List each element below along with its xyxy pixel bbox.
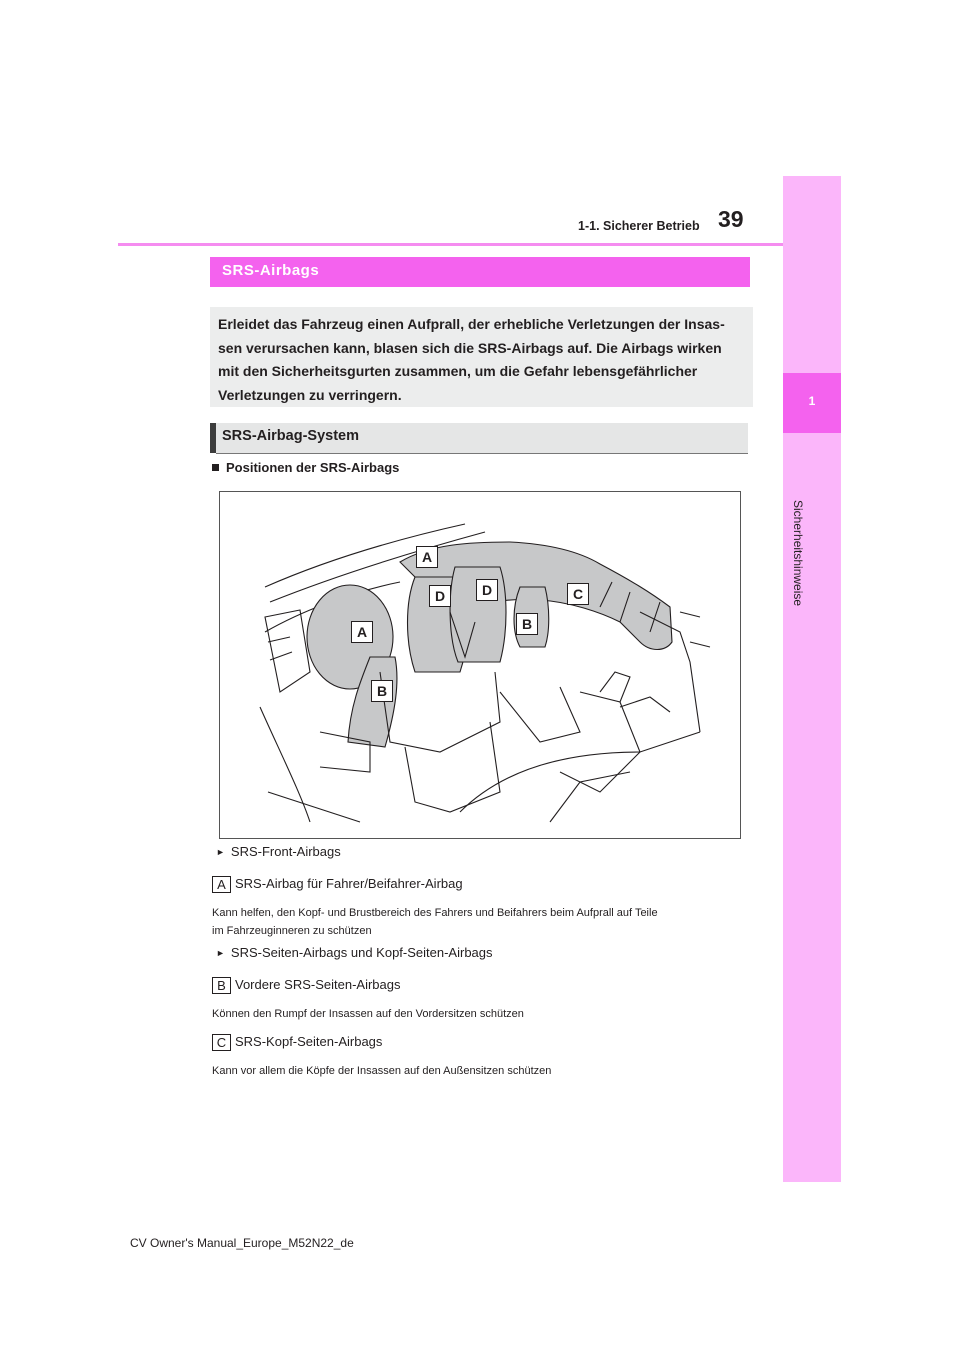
car-interior-illustration bbox=[220, 492, 740, 838]
box-letter-b: B bbox=[212, 977, 231, 994]
figure-label-b: B bbox=[371, 680, 393, 702]
group-side-airbags bbox=[216, 945, 493, 960]
item-title: SRS-Kopf-Seiten-Airbags bbox=[235, 1034, 383, 1049]
bullet-heading bbox=[212, 460, 399, 475]
item-b bbox=[212, 977, 400, 994]
item-title: Vordere SRS-Seiten-Airbags bbox=[235, 977, 401, 992]
side-tab bbox=[783, 176, 841, 1182]
figure-label-b: B bbox=[516, 613, 538, 635]
item-c bbox=[212, 1034, 382, 1051]
box-letter-a: A bbox=[212, 876, 231, 893]
running-head: 1-1. Sicherer Betrieb bbox=[578, 219, 700, 233]
subsection-marker bbox=[210, 423, 216, 453]
footer-text: CV Owner's Manual_Europe_M52N22_de bbox=[130, 1236, 354, 1250]
group-front-airbags bbox=[216, 844, 341, 859]
section-title: SRS-Airbags bbox=[222, 262, 320, 279]
subsection-title: SRS-Airbag-System bbox=[222, 428, 359, 444]
group-title: SRS-Front-Airbags bbox=[230, 844, 341, 859]
item-a bbox=[212, 876, 463, 893]
arrow-bullet-icon: ► bbox=[216, 948, 225, 958]
item-title: SRS-Airbag für Fahrer/Beifahrer-Airbag bbox=[235, 876, 463, 891]
arrow-bullet-icon: ► bbox=[216, 847, 225, 857]
subsection-rule bbox=[216, 453, 748, 454]
chapter-label: Sicherheitshinweise bbox=[791, 500, 805, 607]
intro-line: sen verursachen kann, blasen sich die SRS-Airbags auf. Die Airbags wirken bbox=[218, 339, 722, 356]
intro-line: Verletzungen zu verringern. bbox=[218, 386, 402, 403]
item-b-description: Können den Rumpf der Insassen auf den Vordersitzen schützen bbox=[212, 1008, 524, 1020]
square-bullet-icon bbox=[212, 464, 219, 471]
figure-label-d: D bbox=[476, 579, 498, 601]
item-a-description bbox=[212, 904, 658, 940]
intro-line: Erleidet das Fahrzeug einen Aufprall, der erhebliche Verletzungen der Insas- bbox=[218, 316, 725, 332]
chapter-number: 1 bbox=[808, 394, 816, 408]
item-c-description: Kann vor allem die Köpfe der Insassen auf den Außensitzen schützen bbox=[212, 1065, 552, 1077]
desc-line: Kann helfen, den Kopf- und Brustbereich des Fahrers und Beifahrers beim Aufprall auf Teile bbox=[212, 907, 658, 919]
box-letter-c: C bbox=[212, 1034, 231, 1051]
figure-label-c: C bbox=[567, 583, 589, 605]
header-rule bbox=[118, 243, 783, 246]
group-title: SRS-Seiten-Airbags und Kopf-Seiten-Airbags bbox=[230, 945, 493, 960]
airbag-positions-figure bbox=[219, 491, 741, 839]
intro-box bbox=[210, 307, 753, 407]
intro-line: mit den Sicherheitsgurten zusammen, um die Gefahr lebensgefährlicher bbox=[218, 363, 698, 379]
figure-label-d: D bbox=[429, 585, 451, 607]
page-number: 39 bbox=[718, 206, 744, 232]
desc-line: im Fahrzeuginneren zu schützen bbox=[212, 925, 372, 937]
bullet-heading-text: Positionen der SRS-Airbags bbox=[226, 460, 400, 475]
figure-label-a: A bbox=[416, 546, 438, 568]
figure-label-a: A bbox=[351, 621, 373, 643]
